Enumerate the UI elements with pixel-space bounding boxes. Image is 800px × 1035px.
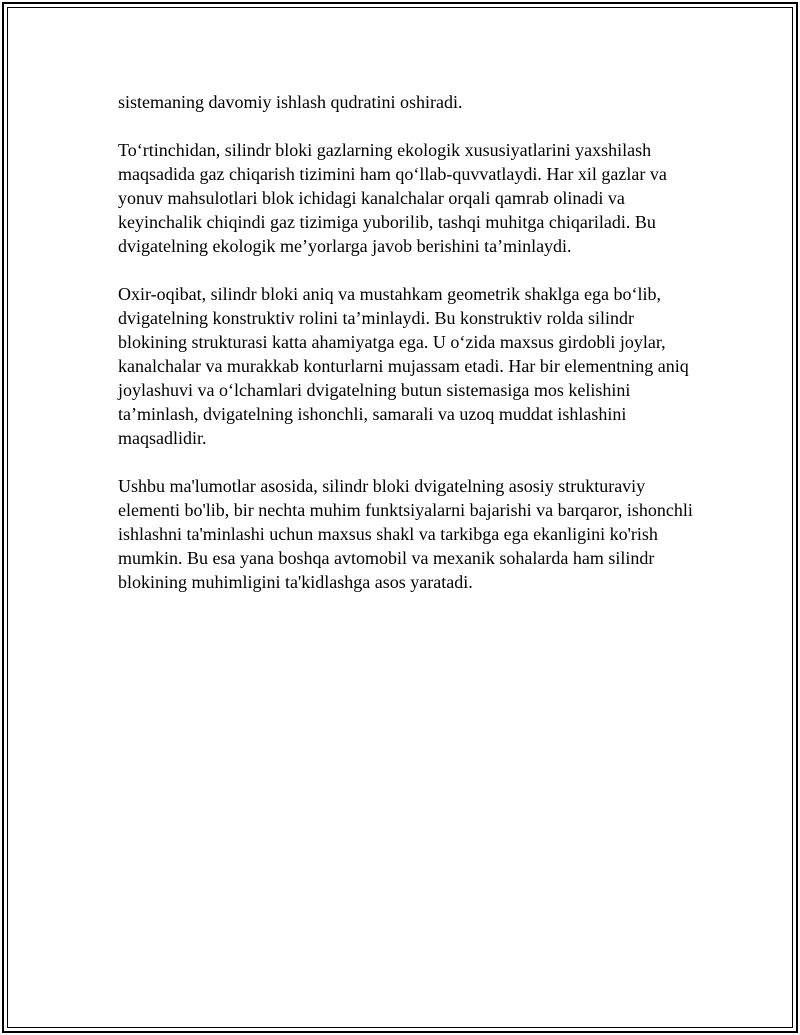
paragraph-4: Ushbu ma'lumotlar asosida, silindr bloki dvigatelning asosiy strukturaviy elementi bo'lib, bir nechta muhim funktsiyalarni bajarishi va barqaror, ishonchli ishlashni ta'minlashi uchun maxsus shakl va tarkibga ega ekanligini ko'rish mumkin. Bu esa yana boshqa avtomobil va mexanik sohalarda ham silindr blokining muhimligini ta'kidlashga asos yaratadi. bbox=[118, 476, 693, 592]
paragraph-2: To‘rtinchidan, silindr bloki gazlarning ekologik xususiyatlarini yaxshilash maqsadida gaz chiqarish tizimini ham qo‘llab-quvvatlaydi. Har xil gazlar va yonuv mahsulotlari blok ichidagi kanalchalar orqali qamrab olinadi va keyinchalik chiqindi gaz tizimiga yuborilib, tashqi muhitga chiqariladi. Bu dvigatelning ekologik me’yorlarga javob berishini ta’minlaydi. bbox=[118, 140, 667, 256]
document-body bbox=[118, 90, 693, 618]
paragraph-1: sistemaning davomiy ishlash qudratini oshiradi. bbox=[118, 92, 463, 112]
paragraph-3: Oxir-oqibat, silindr bloki aniq va mustahkam geometrik shaklga ega bo‘lib, dvigatelning konstruktiv rolini ta’minlaydi. Bu konstruktiv rolda silindr blokining strukturasi katta ahamiyatga ega. U o‘zida maxsus girdobli joylar, kanalchalar va murakkab konturlarni mujassam etadi. Har bir elementning aniq joylashuvi va o‘lchamlari dvigatelning butun sistemasiga mos kelishini ta’minlash, dvigatelning ishonchli, samarali va uzoq muddat ishlashini maqsadlidir. bbox=[118, 284, 689, 448]
